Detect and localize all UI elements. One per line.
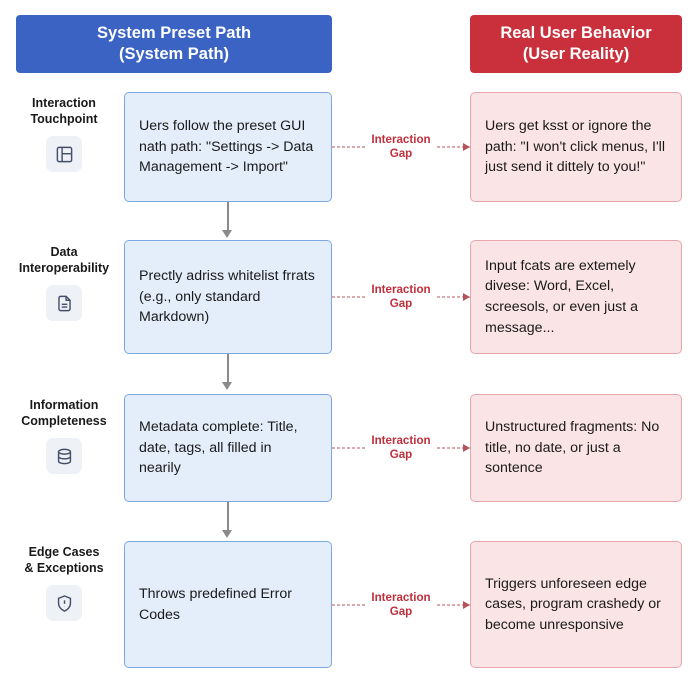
gap-label-line1: Interaction bbox=[371, 590, 431, 604]
row-label-line2: Touchpoint bbox=[30, 111, 98, 126]
system-box-2-text: Prectly adriss whitelist frrats (e.g., only standard Markdown) bbox=[139, 268, 315, 326]
user-box-2-text: Input fcats are extemely divese: Word, Excel, screesols, or even just a message... bbox=[485, 257, 638, 336]
user-box-1-text: Uers get ksst or ignore the path: "I won't click menus, I'll just send it dittely to you!" bbox=[485, 118, 665, 176]
row-label-line1: Data bbox=[50, 245, 78, 259]
flow-connector-2 bbox=[227, 354, 229, 385]
system-box-3 bbox=[124, 394, 332, 502]
flow-connector-1-arrow-icon bbox=[222, 230, 232, 238]
gap-label-3 bbox=[366, 433, 435, 464]
gap-arrowhead-icon bbox=[463, 601, 470, 609]
row-label-line2: & Exceptions bbox=[24, 560, 104, 575]
user-box-4-text: Triggers unforeseen edge cases, program crashedy or become unresponsive bbox=[485, 575, 661, 633]
row-label-data-interoperability bbox=[8, 245, 120, 321]
interaction-gap-1 bbox=[332, 124, 470, 170]
gap-label-line1: Interaction bbox=[371, 282, 431, 296]
user-box-1 bbox=[470, 92, 682, 202]
gap-label-line1: Interaction bbox=[371, 433, 431, 447]
gap-label-2 bbox=[366, 282, 435, 313]
header-user-reality bbox=[470, 15, 682, 73]
header-system-line2: (System Path) bbox=[118, 45, 230, 63]
system-box-3-text: Metadata complete: Title, date, tags, all filled in nearily bbox=[139, 419, 298, 477]
interaction-gap-4 bbox=[332, 582, 470, 628]
row-label-line1: Information bbox=[29, 398, 99, 412]
shield-alert-icon bbox=[46, 585, 82, 621]
gap-label-4 bbox=[366, 590, 435, 621]
header-user-line1: Real User Behavior bbox=[500, 23, 652, 42]
header-system-line1: System Preset Path bbox=[96, 23, 252, 42]
flow-connector-3 bbox=[227, 502, 229, 533]
row-label-edge-cases-exceptions bbox=[8, 545, 120, 621]
header-system-path bbox=[16, 15, 332, 73]
gap-label-line2: Gap bbox=[389, 448, 413, 461]
system-box-4 bbox=[124, 541, 332, 668]
flow-connector-3-arrow-icon bbox=[222, 530, 232, 538]
row-label-interaction-touchpoint bbox=[8, 96, 120, 172]
gap-label-line2: Gap bbox=[389, 297, 413, 310]
layout-icon bbox=[46, 136, 82, 172]
row-label-line1: Interaction bbox=[32, 96, 96, 110]
flow-connector-1 bbox=[227, 202, 229, 233]
gap-arrowhead-icon bbox=[463, 143, 470, 151]
system-box-4-text: Throws predefined Error Codes bbox=[139, 585, 292, 623]
gap-label-1 bbox=[366, 132, 435, 163]
interaction-gap-3 bbox=[332, 425, 470, 471]
row-label-line2: Interoperability bbox=[18, 260, 110, 275]
gap-arrowhead-icon bbox=[463, 293, 470, 301]
row-label-information-completeness bbox=[8, 398, 120, 474]
gap-label-line2: Gap bbox=[389, 147, 413, 160]
system-box-1 bbox=[124, 92, 332, 202]
document-icon bbox=[46, 285, 82, 321]
gap-label-line2: Gap bbox=[389, 605, 413, 618]
user-box-4 bbox=[470, 541, 682, 668]
header-user-line2: (User Reality) bbox=[522, 45, 630, 63]
gap-label-line1: Interaction bbox=[371, 132, 431, 146]
row-label-line2: Completeness bbox=[21, 413, 107, 428]
system-box-2 bbox=[124, 240, 332, 354]
row-label-line1: Edge Cases bbox=[28, 545, 100, 559]
user-box-2 bbox=[470, 240, 682, 354]
flow-connector-2-arrow-icon bbox=[222, 382, 232, 390]
user-box-3-text: Unstructured fragments: No title, no date, or just a sontence bbox=[485, 419, 660, 477]
database-icon bbox=[46, 438, 82, 474]
user-box-3 bbox=[470, 394, 682, 502]
gap-arrowhead-icon bbox=[463, 444, 470, 452]
interaction-gap-2 bbox=[332, 274, 470, 320]
system-box-1-text: Uers follow the preset GUI nath path: "Settings -> Data Management -> Import" bbox=[139, 118, 314, 176]
